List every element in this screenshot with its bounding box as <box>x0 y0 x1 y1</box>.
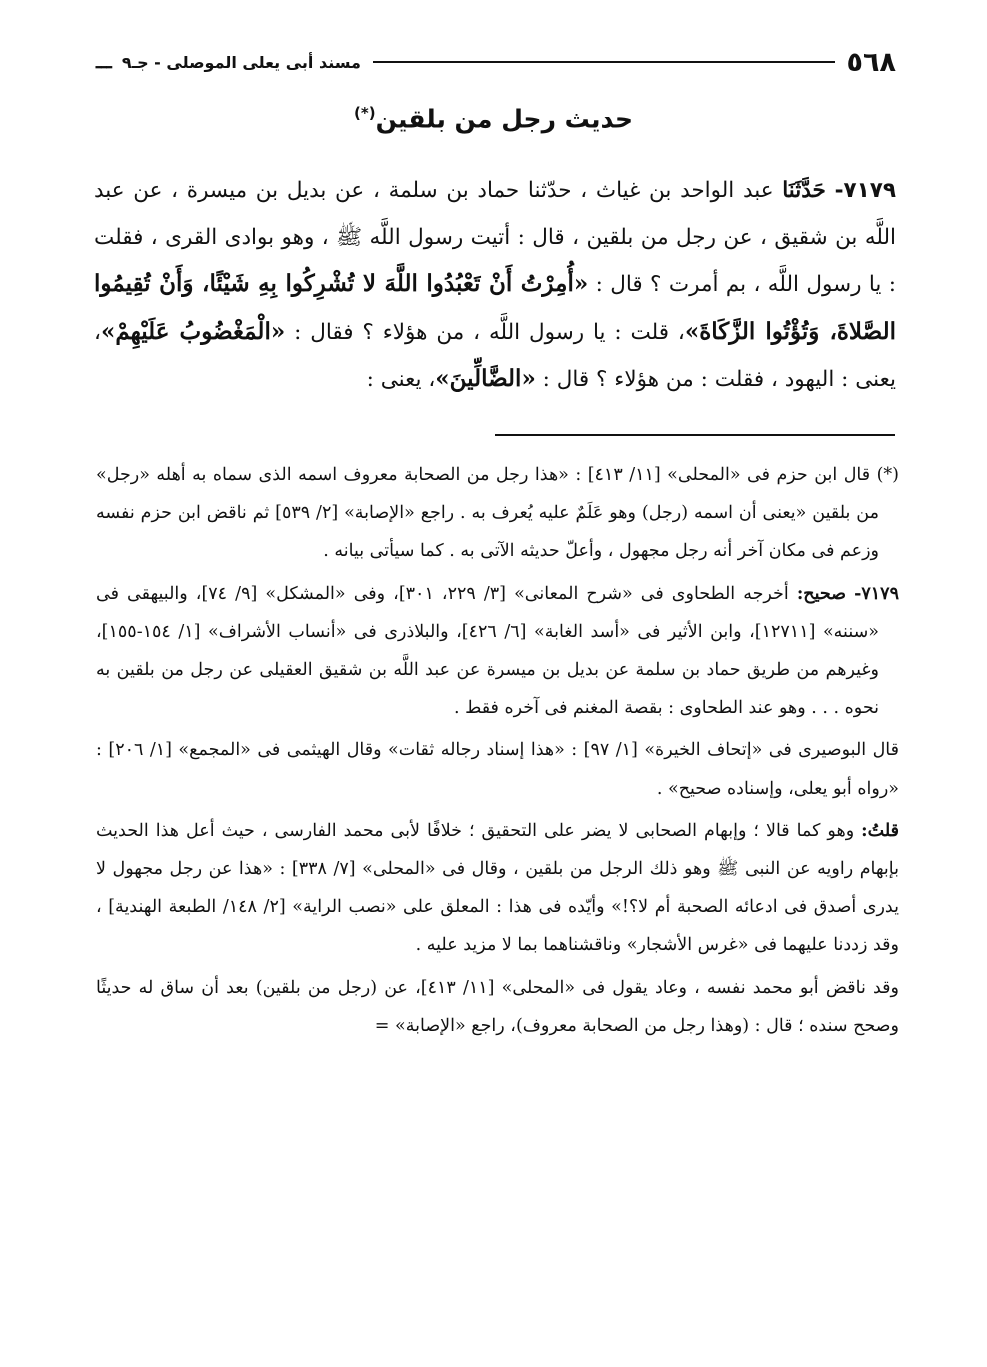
footnote-star <box>96 456 899 571</box>
footnote-last: وقد ناقض أبو محمد نفسه ، وعاد يقول فى «المحلى» [١١/ ٤١٣]، عن (رجل من بلقين) بعد أن ساق له حديثًا وصحح سنده ؛ قال : (وهذا رجل من الصحابة معروف)، راجع «الإصابة» = <box>96 977 899 1036</box>
hadith-quote-2: «الْمَغْضُوبُ عَلَيْهِمْ» <box>100 317 286 345</box>
header-trailing-dash: ـــ <box>96 51 112 73</box>
header-rule <box>373 61 835 63</box>
section-title <box>0 104 987 133</box>
footnote-qultu <box>96 812 899 965</box>
hadith-number: ٧١٧٩- <box>834 178 896 203</box>
footnote-qultu-text: وهو كما قالا ؛ وإبهام الصحابى لا يضر على التحقيق ؛ خلافًا لأبى محمد الفارسى ، حيث أعل هذا الحديث بإبهام راويه عن النبى ﷺ وهو ذلك الرجل من بلقين ، وقال فى «المحلى» [٧/ ٣٣٨] : «هذا عن رجل مجهول لا يدرى أصدق فى ادعائه الصحبة أم لا؟!» وأيّده فى هذا : المعلق على «نصب الراية» [٢/ ١٤٨/ الطبعة الهندية] ، وقد زددنا عليهما فى «غرس الأشجار» وناقشناهما بما لا مزيد عليه . <box>96 820 900 956</box>
running-header <box>96 44 896 80</box>
hadith-text-part-2: ، قلت : يا رسول اللَّه ، من هؤلاء ؟ فقال : <box>294 319 685 345</box>
hadith-paragraph <box>94 168 896 404</box>
footnote-takhrij-label: صحيح: <box>796 583 847 604</box>
hadith-text-part-4: ، يعنى : <box>366 367 436 392</box>
footnote-star-text: (*) قال ابن حزم فى «المحلى» [١١/ ٤١٣] : «هذا رجل من الصحابة معروف اسمه الذى سماه به أهله «رجل» من بلقين «يعنى أن اسمه (رجل) وهو عَلَمٌ عليه يُعرف به . راجع «الإصابة» [٢/ ٥٣٩] ثم ناقض ابن حزم نفسه وزعم فى مكان آخر أنه رجل مجهول ، وأعلّ حديثه الآتى به . كما سيأتى بيانه . <box>96 465 899 562</box>
footnote-takhrij-text: أخرجه الطحاوى فى «شرح المعانى» [٣/ ٢٢٩، ٣٠١]، وفى «المشكل» [٩/ ٧٤]، والبيهقى فى «سننه» [١٢٧١١]، وابن الأثير فى «أسد الغابة» [٦/ ٤٢٦]، والبلاذرى فى «أنساب الأشراف» [١/ ١٥٤-١٥٥]، وغيرهم من طريق حماد بن سلمة عن بديل بن ميسرة عن عبد اللَّه بن شقيق العقيلى عن رجل من بلقين به نحوه . . . وهو عند الطحاوى : بقصة المغنم فى آخره فقط . <box>96 583 879 719</box>
footnote-takhrij-number: ٧١٧٩- <box>854 583 899 604</box>
page-number: ٥٦٨ <box>846 46 896 78</box>
hadith-text <box>94 168 896 404</box>
hadith-quote-1: «أُمِرْتُ أَنْ تَعْبُدُوا اللَّهَ لا تُشْرِكُوا بِهِ شَيْئًا، وَأَنْ تُقِيمُوا الصَّلاةَ، وَتُؤْتُوا الزَّكَاةَ» <box>94 270 896 345</box>
section-title-text: حديث رجل من بلقين <box>375 104 633 134</box>
hadith-text-part-1: عبد الواحد بن غياث ، حدّثنا حماد بن سلمة ، عن بديل بن ميسرة ، عن عبد اللَّه بن شقيق ، عن رجل من بلقين ، قال : أتيت رسول اللَّه ﷺ ، وهو بوادى القرى ، فقلت : يا رسول اللَّه ، بم أمرت ؟ قال : <box>94 178 897 297</box>
hadith-quote-3: «الضَّالِّينَ» <box>435 365 536 392</box>
footnote-separator <box>495 434 895 436</box>
footnotes <box>96 456 899 1049</box>
footnote-busiri: قال البوصيرى فى «إتحاف الخيرة» [١/ ٩٧] : «هذا إسناد رجاله ثقات» وقال الهيثمى فى «المجمع» [١/ ٢٠٦] : «رواه أبو يعلى، وإسناده صحيح» . <box>96 740 900 799</box>
footnote-takhrij-lead <box>797 584 899 604</box>
hadith-narrated-word: حَدَّثَنَا <box>782 178 826 203</box>
section-title-mark: (*) <box>354 104 376 122</box>
footnote-qultu-label: قلتُ: <box>861 820 899 841</box>
footnote-takhrij <box>96 575 899 728</box>
book-title: مسند أبى يعلى الموصلى - جـ٩ <box>121 52 361 72</box>
hadith-text-part-3: ، يعنى : اليهود ، فقلت : من هؤلاء ؟ قال : <box>94 319 896 392</box>
